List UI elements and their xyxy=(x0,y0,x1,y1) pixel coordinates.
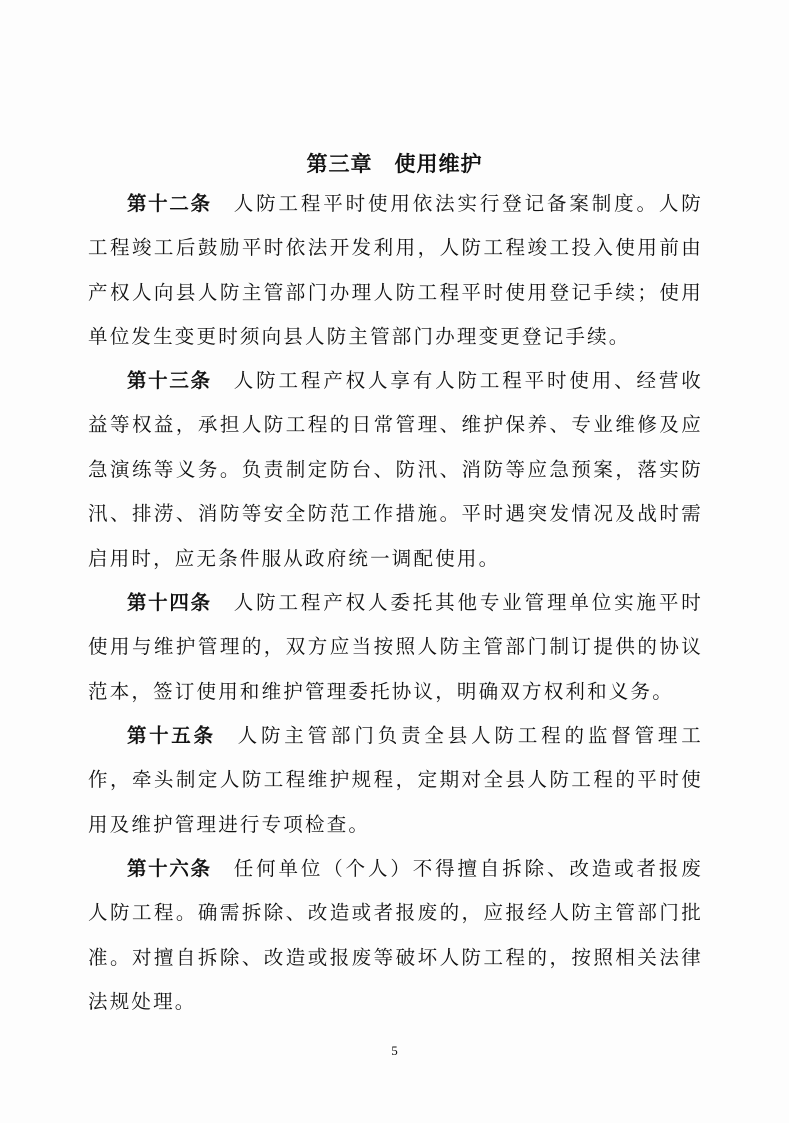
article-16 xyxy=(88,847,703,1025)
article-heading: 第十三条 xyxy=(127,369,212,392)
article-12 xyxy=(88,182,703,360)
page-number: 5 xyxy=(391,1043,398,1058)
article-body: 人防工程平时使用依法实行登记备案制度。人防工程竣工后鼓励平时依法开发利用，人防工程竣工投入使用前由产权人向县人防主管部门办理人防工程平时使用登记手续；使用单位发生变更时须向县人防主管部门办理变更登记手续。 xyxy=(88,192,703,349)
article-14 xyxy=(88,581,703,714)
article-heading: 第十四条 xyxy=(127,591,212,614)
article-heading: 第十六条 xyxy=(127,857,212,880)
article-body: 任何单位（个人）不得擅自拆除、改造或者报废人防工程。确需拆除、改造或者报废的，应报经人防主管部门批准。对擅自拆除、改造或报废等破坏人防工程的，按照相关法律法规处理。 xyxy=(88,857,703,1014)
article-heading: 第十二条 xyxy=(127,192,212,215)
article-15 xyxy=(88,714,703,847)
article-heading: 第十五条 xyxy=(127,724,216,747)
article-13 xyxy=(88,359,703,581)
chapter-title: 第三章 使用维护 xyxy=(306,152,483,176)
article-body: 人防工程产权人委托其他专业管理单位实施平时使用与维护管理的，双方应当按照人防主管部门制订提供的协议范本，签订使用和维护管理委托协议，明确双方权利和义务。 xyxy=(88,591,703,703)
article-body: 人防主管部门负责全县人防工程的监督管理工作，牵头制定人防工程维护规程，定期对全县人防工程的平时使用及维护管理进行专项检查。 xyxy=(88,724,703,836)
article-body: 人防工程产权人享有人防工程平时使用、经营收益等权益，承担人防工程的日常管理、维护保养、专业维修及应急演练等义务。负责制定防台、防汛、消防等应急预案，落实防汛、排涝、消防等安全防范工作措施。平时遇突发情况及战时需启用时，应无条件服从政府统一调配使用。 xyxy=(88,369,703,570)
